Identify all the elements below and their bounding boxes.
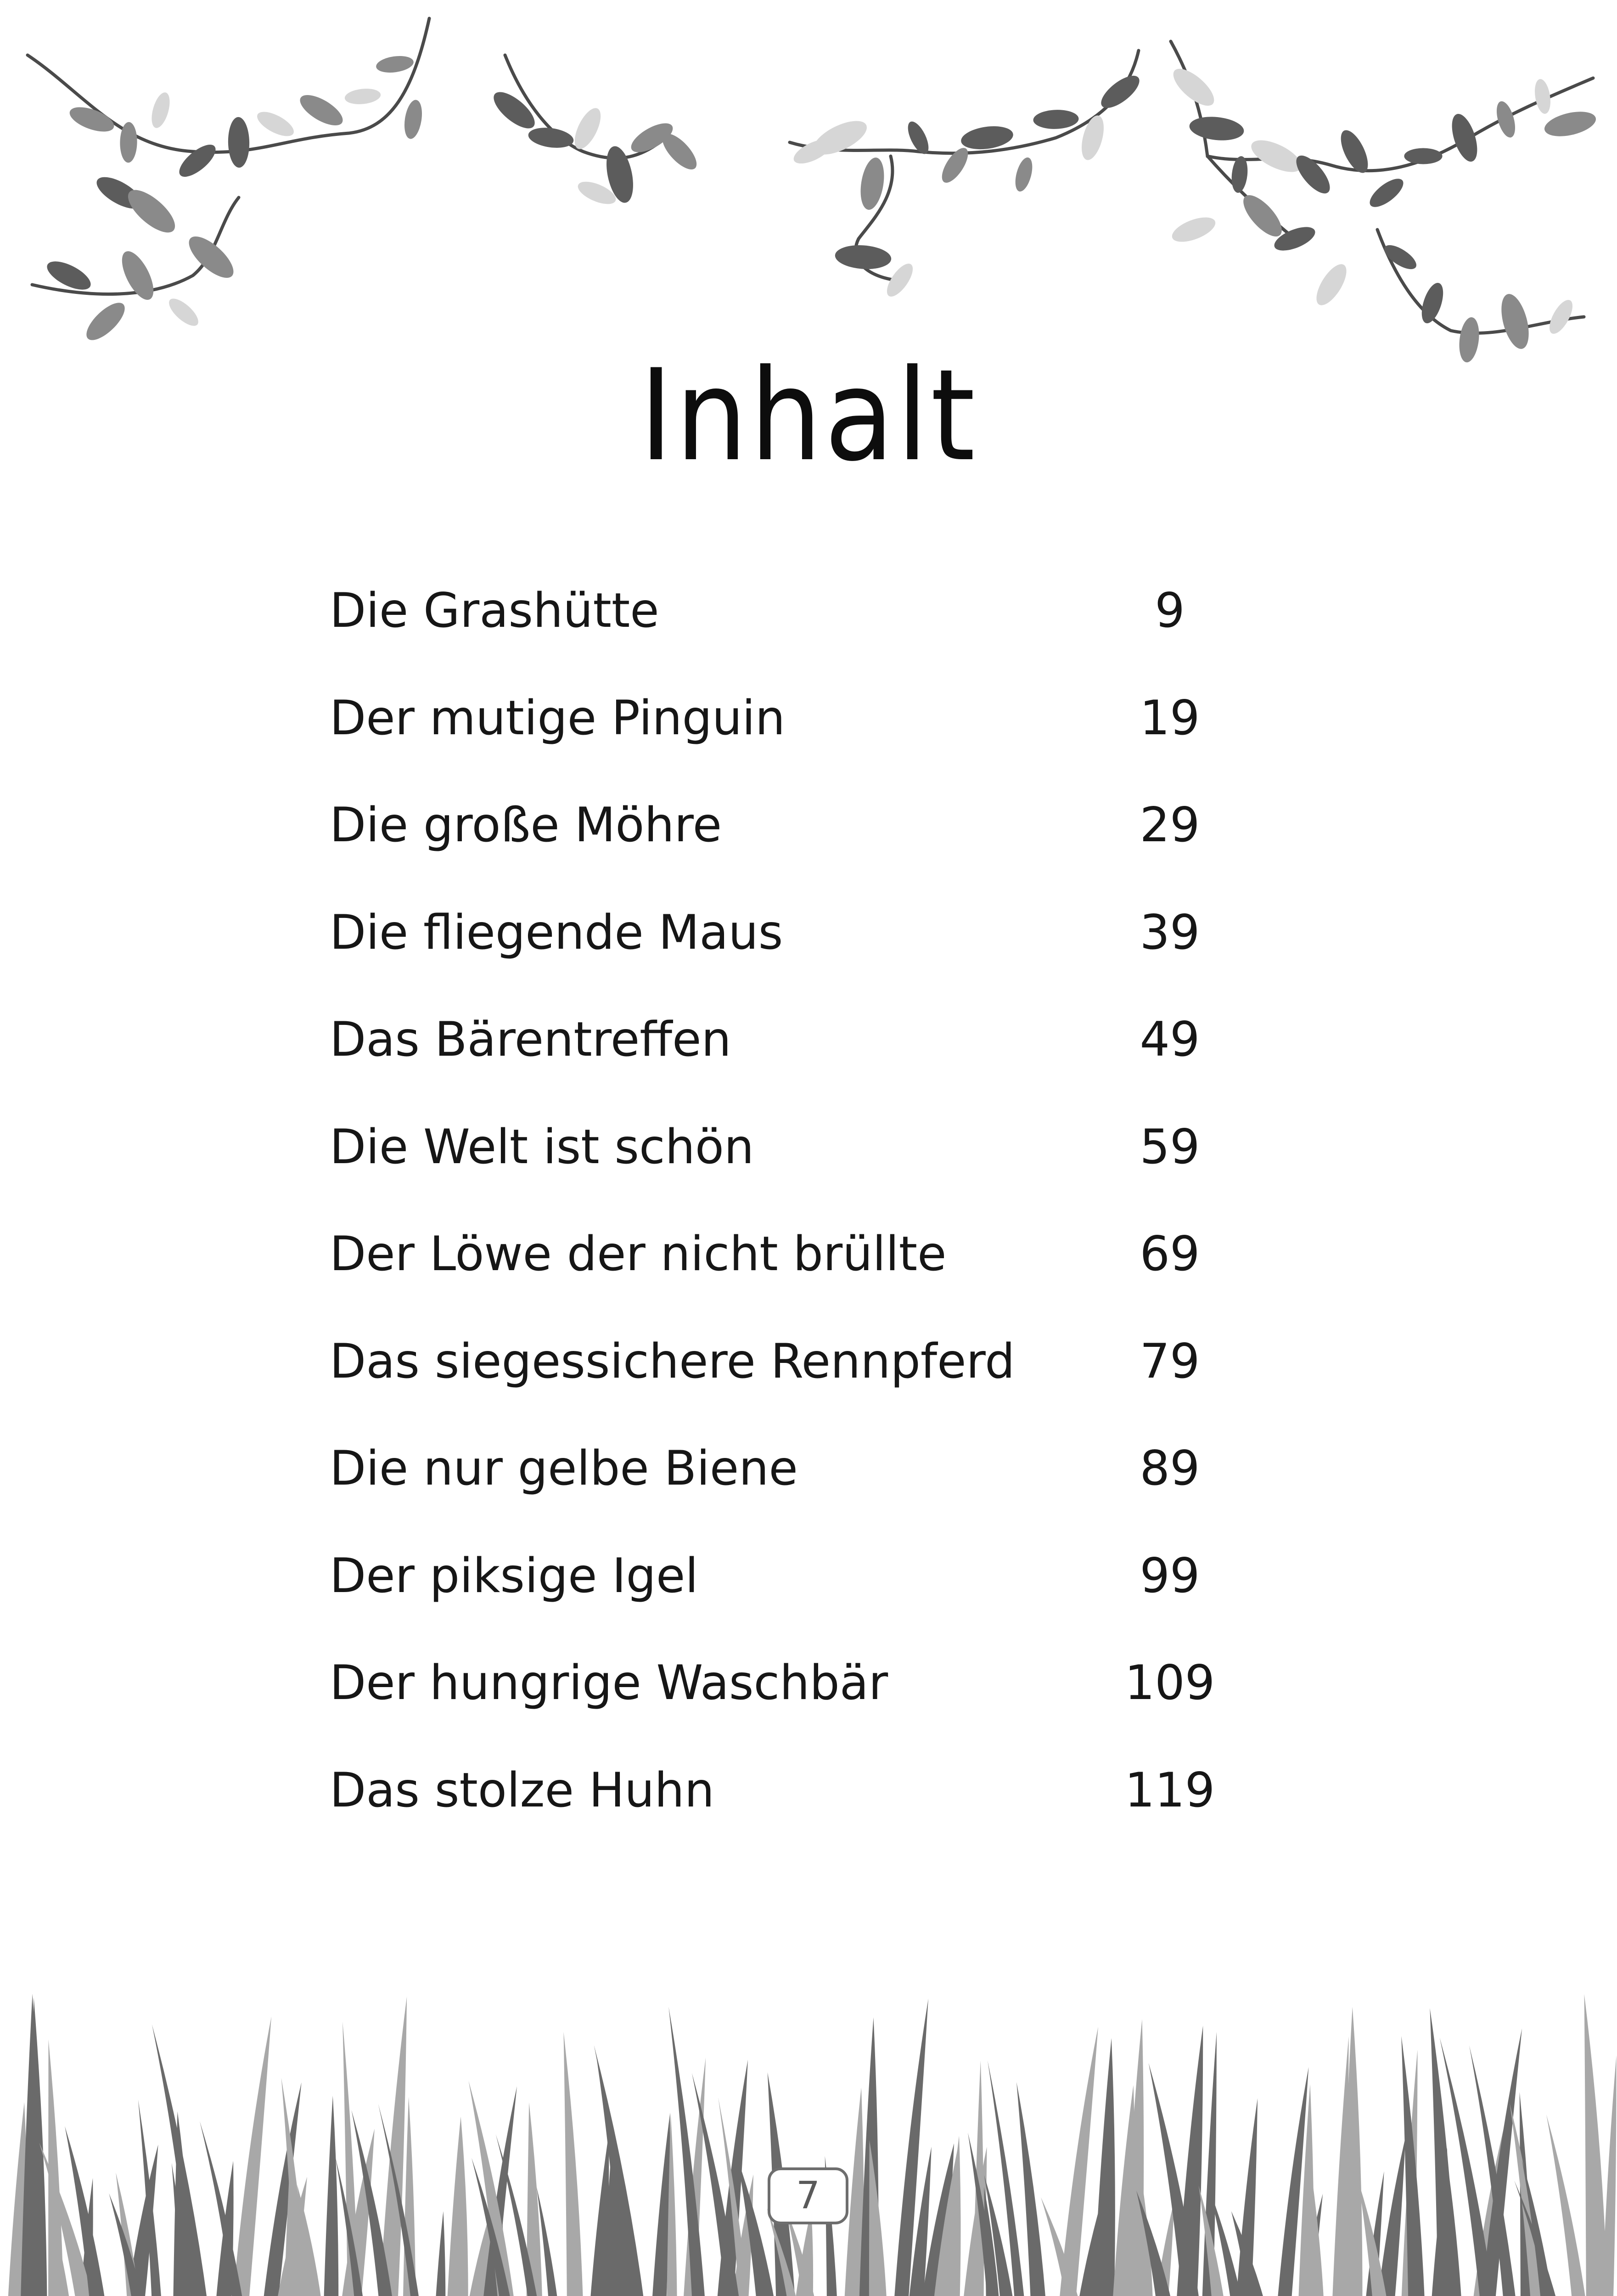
toc-entry[interactable] [330, 1751, 1266, 1859]
leaf [1033, 109, 1079, 129]
toc-entry[interactable] [330, 572, 1266, 679]
grass-blade [444, 2116, 468, 2296]
toc-entry-page: 19 [1140, 690, 1200, 746]
toc-entry-page: 99 [1140, 1548, 1200, 1604]
leaf [1447, 111, 1482, 164]
leaf [569, 104, 606, 153]
toc-entry[interactable] [330, 1644, 1266, 1751]
leaf [1012, 156, 1036, 193]
toc-entry-title: Der hungrige Waschbär [330, 1655, 888, 1711]
leaf [165, 294, 202, 331]
leaf [1533, 78, 1553, 115]
page-title: Inhalt [639, 342, 978, 489]
leaf [296, 89, 348, 131]
leaf [1188, 114, 1245, 143]
toc-entry-page: 119 [1124, 1762, 1215, 1818]
toc-entry[interactable] [330, 1108, 1266, 1216]
leaf [834, 243, 892, 271]
toc-entry-page: 109 [1124, 1655, 1215, 1711]
toc-entry-page: 49 [1140, 1012, 1200, 1067]
leaf [1311, 259, 1352, 310]
leaf [174, 139, 221, 182]
grass-blade [869, 2140, 889, 2296]
leaf [375, 54, 415, 75]
toc-entry-page: 69 [1140, 1227, 1200, 1282]
toc-entry-title: Der Löwe der nicht brüllte [330, 1227, 947, 1282]
leaf [1246, 134, 1306, 178]
leaf [1291, 150, 1336, 198]
leaf [81, 297, 131, 346]
leaf [488, 86, 540, 135]
leaf [1404, 148, 1442, 164]
toc-entry-title: Das siegessichere Rennpferd [330, 1334, 1015, 1389]
leaf [1365, 174, 1408, 212]
leaf [253, 107, 297, 141]
toc-entry-title: Die fliegende Maus [330, 905, 783, 960]
page-number: 7 [796, 2174, 820, 2217]
leaf [1237, 189, 1288, 242]
toc-entry-title: Das stolze Huhn [330, 1762, 714, 1818]
leaf [121, 183, 181, 240]
leaf [1493, 99, 1519, 140]
leaf [1096, 70, 1144, 113]
grass-blade [1310, 2171, 1326, 2296]
toc-entry-title: Die Grashütte [330, 583, 659, 638]
leaf [148, 90, 173, 130]
vine-stem [28, 18, 429, 152]
toc-entry[interactable] [330, 786, 1266, 894]
leaf [1168, 62, 1220, 112]
toc-entry[interactable] [330, 1001, 1266, 1108]
toc-entry-page: 29 [1140, 798, 1200, 853]
leaf [1381, 241, 1420, 274]
toc-entry-page: 9 [1155, 583, 1185, 638]
leaf [344, 87, 382, 106]
leaf [1169, 213, 1218, 247]
toc-entry[interactable] [330, 1537, 1266, 1644]
toc-entry[interactable] [330, 1322, 1266, 1430]
toc-entry-page: 39 [1140, 905, 1200, 960]
toc-entry[interactable] [330, 679, 1266, 787]
grass-blade [564, 2032, 585, 2296]
toc-entry-title: Die Welt ist schön [330, 1119, 754, 1175]
grass-blade [431, 2211, 445, 2296]
leaf [1542, 107, 1598, 141]
toc-entry-title: Die nur gelbe Biene [330, 1441, 798, 1496]
toc-entry[interactable] [330, 894, 1266, 1001]
toc-entry-title: Die große Möhre [330, 798, 722, 853]
leaf [402, 99, 425, 140]
toc-entry-title: Der mutige Pinguin [330, 690, 786, 746]
leaf [1417, 280, 1447, 326]
grass-blade [322, 2096, 339, 2296]
toc-entry-title: Der piksige Igel [330, 1548, 698, 1604]
grass-illustration [0, 1965, 1617, 2296]
table-of-contents [330, 572, 1266, 1858]
leaf [527, 125, 575, 150]
leaf [937, 144, 973, 186]
leaf [1078, 113, 1108, 162]
leaf [228, 117, 250, 168]
leaf [657, 128, 702, 174]
toc-entry-title: Das Bärentreffen [330, 1012, 731, 1067]
toc-entry[interactable] [330, 1429, 1266, 1537]
grass-blade [1016, 2082, 1051, 2296]
toc-entry[interactable] [330, 1215, 1266, 1322]
toc-entry-page: 59 [1140, 1119, 1200, 1175]
page-number-badge [768, 2167, 848, 2224]
toc-entry-page: 89 [1140, 1441, 1200, 1496]
vine-stem [1171, 41, 1593, 171]
toc-entry-page: 79 [1140, 1334, 1200, 1389]
leaf [116, 247, 160, 304]
grass-blade [647, 2113, 670, 2296]
